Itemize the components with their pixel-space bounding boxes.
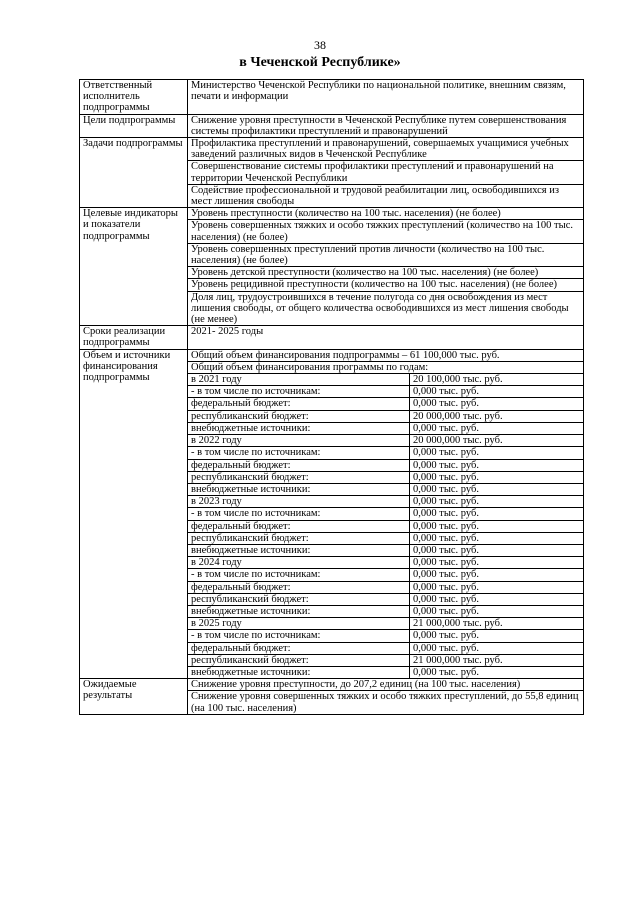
financing-item-amount: 0,000 тыс. руб. [410,557,584,569]
task-item: Совершенствование системы профилактики преступлений и правонарушений на территории Чеченской Республики [188,161,583,184]
label-indicators: Целевые индикаторы и показатели подпрограммы [80,208,188,326]
label-financing: Объем и источники финансирования подпрограммы [80,349,188,678]
financing-item-amount: 21 000,000 тыс. руб. [410,618,584,630]
financing-row [188,459,583,471]
indicator-item: Уровень рецидивной преступности (количество на 100 тыс. населения) (не более) [188,279,583,291]
financing-item-label: внебюджетные источники: [188,544,410,556]
financing-row [188,630,583,642]
financing-item-label: федеральный бюджет: [188,581,410,593]
financing-breakdown-table [188,374,583,678]
financing-row [188,654,583,666]
financing-item-amount: 0,000 тыс. руб. [410,569,584,581]
financing-item-label: в 2021 году [188,374,410,386]
financing-row [188,532,583,544]
indicator-item: Доля лиц, трудоустроившихся в течение полугода со дня освобождения из мест лишения свободы, от общего количества освободившихся из мест лишения свободы (не менее) [191,291,569,326]
financing-row [188,544,583,556]
financing-row [188,520,583,532]
financing-item-label: в 2025 году [188,618,410,630]
financing-item-label: в 2022 году [188,435,410,447]
financing-item-label: внебюджетные источники: [188,422,410,434]
value-results [188,679,584,715]
financing-item-label: - в том числе по источникам: [188,447,410,459]
financing-item-amount: 0,000 тыс. руб. [410,508,584,520]
financing-row [188,447,583,459]
financing-item-label: федеральный бюджет: [188,459,410,471]
financing-item-amount: 0,000 тыс. руб. [410,544,584,556]
task-item: Содействие профессиональной и трудовой реабилитации лиц, освободившихся из мест лишения свободы [191,184,560,208]
label-terms: Сроки реализации подпрограммы [80,326,188,349]
financing-row [188,581,583,593]
financing-item-amount: 20 000,000 тыс. руб. [410,410,584,422]
value-tasks [188,138,584,208]
label-responsible: Ответственный исполнитель подпрограммы [80,80,188,115]
financing-row [188,471,583,483]
financing-item-label: - в том числе по источникам: [188,508,410,520]
financing-row [188,593,583,605]
financing-item-label: в 2024 году [188,557,410,569]
row-responsible [80,80,584,115]
financing-row [188,569,583,581]
financing-item-amount: 20 100,000 тыс. руб. [410,374,584,386]
financing-row [188,410,583,422]
financing-item-label: в 2023 году [188,496,410,508]
financing-item-amount: 0,000 тыс. руб. [410,447,584,459]
financing-row [188,557,583,569]
row-results [80,679,584,715]
financing-item-amount: 0,000 тыс. руб. [410,471,584,483]
financing-item-label: - в том числе по источникам: [188,569,410,581]
financing-total: Общий объем финансирования подпрограммы – 61 100,000 тыс. руб. [188,350,583,362]
financing-item-label: республиканский бюджет: [188,471,410,483]
result-item: Снижение уровня преступности, до 207,2 единиц (на 100 тыс. населения) [188,679,583,691]
financing-item-amount: 0,000 тыс. руб. [410,496,584,508]
financing-item-amount: 0,000 тыс. руб. [410,483,584,495]
financing-item-label: республиканский бюджет: [188,654,410,666]
financing-row [188,618,583,630]
financing-item-label: федеральный бюджет: [188,398,410,410]
financing-item-amount: 0,000 тыс. руб. [410,459,584,471]
financing-item-amount: 0,000 тыс. руб. [410,605,584,617]
financing-item-amount: 0,000 тыс. руб. [410,642,584,654]
financing-row [188,435,583,447]
financing-item-amount: 0,000 тыс. руб. [410,532,584,544]
financing-row [188,496,583,508]
financing-item-label: - в том числе по источникам: [188,386,410,398]
value-indicators [188,208,584,326]
financing-item-amount: 20 000,000 тыс. руб. [410,435,584,447]
financing-row [188,374,583,386]
indicator-item: Уровень преступности (количество на 100 тыс. населения) (не более) [188,208,583,220]
financing-item-amount: 21 000,000 тыс. руб. [410,654,584,666]
financing-row [188,483,583,495]
page-number: 38 [314,38,326,52]
financing-row [188,422,583,434]
financing-item-label: внебюджетные источники: [188,605,410,617]
financing-item-label: внебюджетные источники: [188,666,410,678]
result-item: Снижение уровня совершенных тяжких и особо тяжких преступлений, до 55,8 единиц (на 100 тыс. населения) [191,691,579,714]
financing-row [188,605,583,617]
financing-item-amount: 0,000 тыс. руб. [410,581,584,593]
financing-by-years-header: Общий объем финансирования программы по годам: [188,362,583,374]
financing-item-label: федеральный бюджет: [188,642,410,654]
page-title: в Чеченской Республике» [239,55,401,70]
financing-item-label: республиканский бюджет: [188,410,410,422]
indicator-item: Уровень детской преступности (количество на 100 тыс. населения) (не более) [188,267,583,279]
financing-item-amount: 0,000 тыс. руб. [413,666,479,678]
financing-row [188,666,583,678]
financing-item-amount: 0,000 тыс. руб. [410,520,584,532]
indicator-item: Уровень совершенных преступлений против личности (количество на 100 тыс. населения) (не более) [188,244,583,267]
financing-item-label: - в том числе по источникам: [188,630,410,642]
financing-item-label: республиканский бюджет: [188,532,410,544]
financing-item-amount: 0,000 тыс. руб. [410,593,584,605]
value-terms: 2021- 2025 годы [188,326,584,349]
row-tasks [80,138,584,208]
value-goals: Снижение уровня преступности в Чеченской Республике путем совершенствования системы профилактики преступлений и правонарушений [188,114,584,137]
financing-item-amount: 0,000 тыс. руб. [410,630,584,642]
value-financing [188,349,584,678]
financing-row [188,642,583,654]
financing-item-amount: 0,000 тыс. руб. [410,422,584,434]
label-results: Ожидаемые результаты [80,679,188,715]
indicator-item: Уровень совершенных тяжких и особо тяжких преступлений (количество на 100 тыс. населения) (не более) [188,220,583,243]
label-tasks: Задачи подпрограммы [80,138,188,208]
financing-row [188,398,583,410]
row-financing [80,349,584,678]
financing-item-amount: 0,000 тыс. руб. [410,386,584,398]
value-responsible: Министерство Чеченской Республики по национальной политике, внешним связям, печати и информации [188,80,584,115]
row-terms [80,326,584,349]
financing-item-label: внебюджетные источники: [188,483,410,495]
financing-item-label: республиканский бюджет: [188,593,410,605]
financing-row [188,508,583,520]
row-indicators [80,208,584,326]
row-goals [80,114,584,137]
passport-table [79,79,584,715]
label-goals: Цели подпрограммы [80,114,188,137]
financing-item-amount: 0,000 тыс. руб. [410,398,584,410]
financing-item-label: федеральный бюджет: [188,520,410,532]
financing-row [188,386,583,398]
task-item: Профилактика преступлений и правонарушений, совершаемых учащимися учебных заведений различных видов в Чеченской Республике [188,138,583,161]
